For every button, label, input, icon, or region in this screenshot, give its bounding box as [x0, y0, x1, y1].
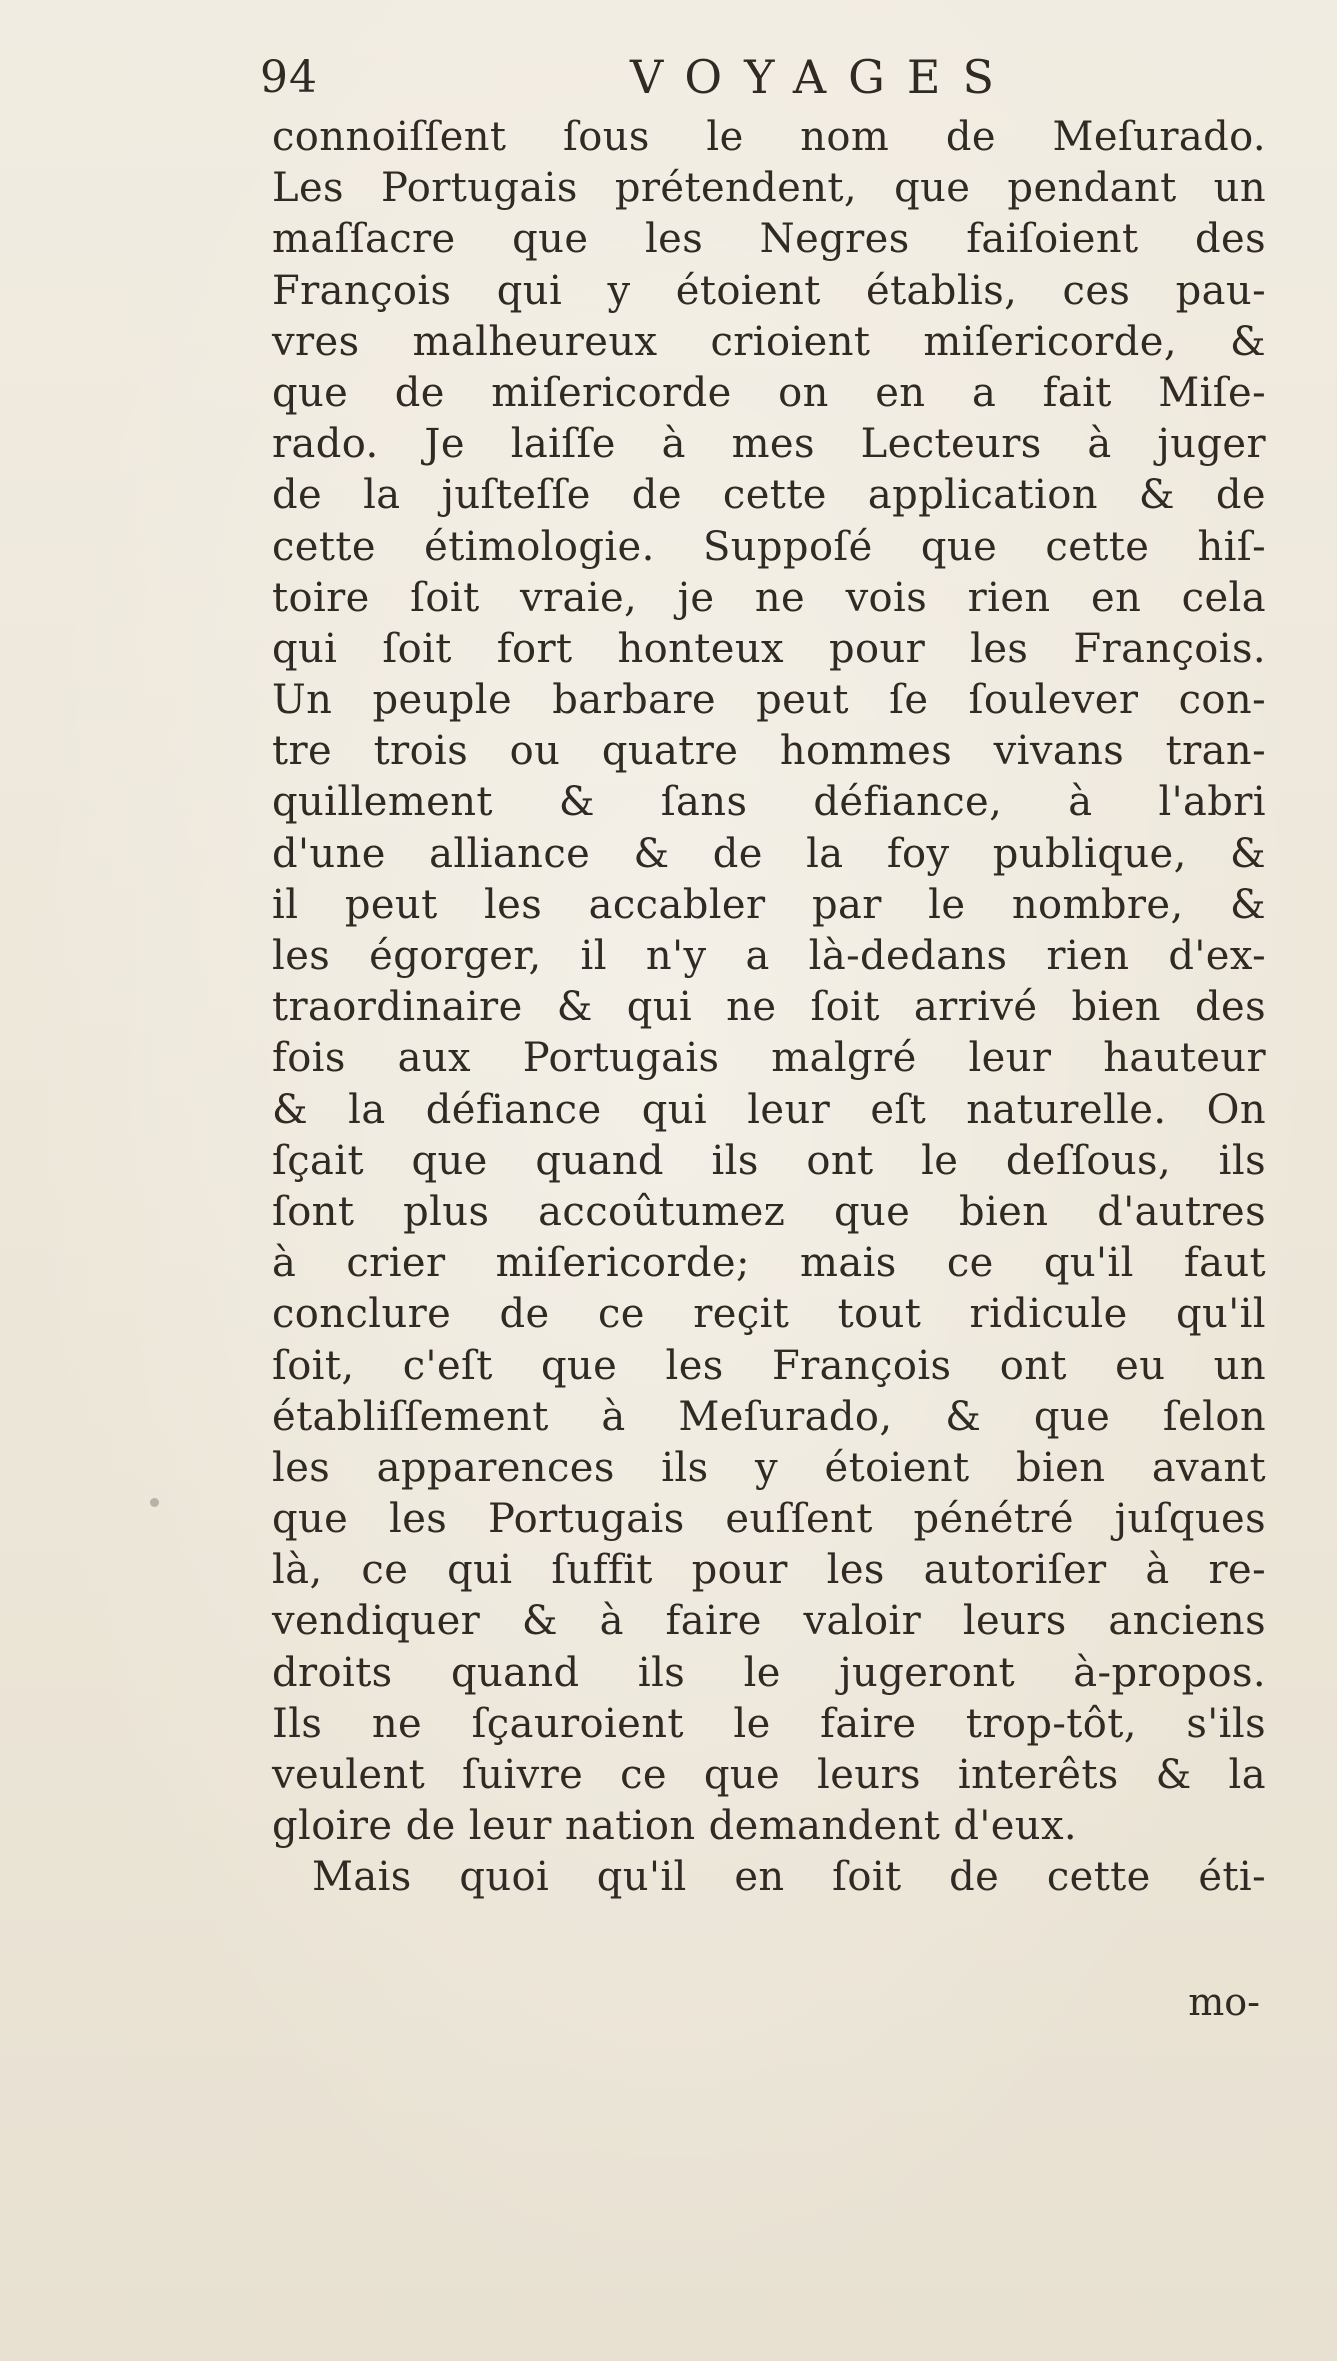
text-line: les apparences ils y étoient bien avant	[272, 1444, 1266, 1491]
text-line: il peut les accabler par le nombre, &	[272, 881, 1266, 928]
text-line: traordinaire & qui ne ſoit arrivé bien des	[272, 984, 1266, 1031]
text-line: Ils ne ſçauroient le faire trop-tôt, s'ils	[272, 1700, 1266, 1747]
text-line: que les Portugais euſſent pénétré juſques	[272, 1496, 1266, 1543]
text-line: quillement & ſans défiance, à l'abri	[272, 779, 1266, 826]
text-line: veulent ſuivre ce que leurs interêts & la	[272, 1752, 1266, 1798]
text-line: François qui y étoient établis, ces pau-	[272, 267, 1266, 314]
text-line: fois aux Portugais malgré leur hauteur	[272, 1035, 1266, 1082]
text-line: à crier miſericorde; mais ce qu'il faut	[272, 1240, 1266, 1287]
text-line: gloire de leur nation demandent d'eux.	[272, 1803, 1078, 1850]
text-line: vendiquer & à faire valoir leurs anciens	[272, 1598, 1266, 1645]
page-header	[0, 52, 1337, 112]
text-line: conclure de ce reçit tout ridicule qu'il	[272, 1291, 1266, 1338]
text-line: là, ce qui ſuffit pour les autoriſer à re-	[272, 1547, 1266, 1594]
body-text	[272, 112, 1266, 1904]
text-line: d'une alliance & de la foy publique, &	[272, 830, 1266, 877]
text-line: ſoit, c'eſt que les François ont eu un	[272, 1342, 1266, 1389]
text-line: connoiſſent ſous le nom de Meſurado.	[272, 114, 1266, 160]
text-line: toire ſoit vraie, je ne vois rien en cela	[272, 574, 1266, 621]
text-line: ſont plus accoûtumez que bien d'autres	[272, 1188, 1266, 1235]
text-line: cette étimologie. Suppoſé que cette hiſ-	[272, 523, 1266, 570]
text-line: que de miſericorde on en a fait Miſe-	[272, 369, 1266, 416]
text-line: établiſſement à Meſurado, & que ſelon	[272, 1393, 1266, 1440]
text-line: les égorger, il n'y a là-dedans rien d'ex-	[272, 933, 1266, 979]
text-line: droits quand ils le jugeront à-propos.	[272, 1649, 1266, 1696]
paragraph	[272, 112, 1266, 1852]
text-line: tre trois ou quatre hommes vivans tran-	[272, 728, 1266, 775]
text-line: Mais quoi qu'il en ſoit de cette éti-	[312, 1854, 1266, 1901]
text-line: maſſacre que les Negres faiſoient des	[272, 216, 1266, 263]
text-line: qui ſoit fort honteux pour les François.	[272, 625, 1266, 672]
page-number: 94	[260, 52, 318, 103]
catchword: mo-	[1188, 1980, 1260, 2024]
catchword-row	[272, 1980, 1260, 2032]
paragraph	[272, 1852, 1266, 1903]
text-line: de la juſteſſe de cette application & de	[272, 472, 1266, 519]
text-line: ſçait que quand ils ont le deſſous, ils	[272, 1137, 1266, 1184]
text-line: Un peuple barbare peut ſe ſoulever con-	[272, 677, 1266, 724]
running-head: VOYAGES	[630, 50, 1016, 104]
text-line: vres malheureux crioient miſericorde, &	[272, 318, 1266, 365]
paper-speck	[150, 1498, 159, 1507]
text-line: rado. Je laiſſe à mes Lecteurs à juger	[272, 421, 1266, 468]
text-line: & la défiance qui leur eſt naturelle. On	[272, 1086, 1266, 1133]
text-line: Les Portugais prétendent, que pendant un	[272, 165, 1266, 212]
